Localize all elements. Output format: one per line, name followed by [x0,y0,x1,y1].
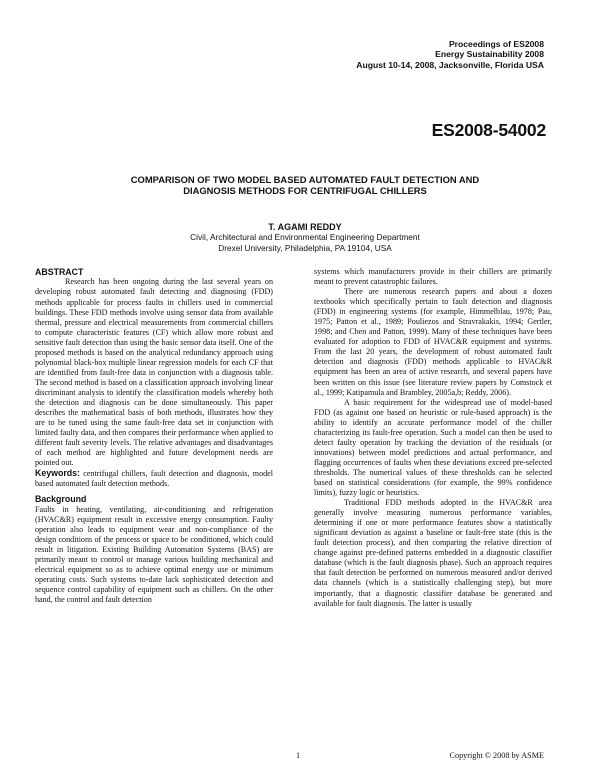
background-paragraph-1: Faults in heating, ventilating, air-conditioning and refrigeration (HVAC&R) equipment result in excessive energy consumption. Faulty operation also leads to equipment wear and non-compliance of the design conditions of the process or space to be conditioned, which could result in litigation. Existing Building Automation Systems (BAS) are primarily meant to control or manage various building mechanical and electrical equipment so as to achieve optimal energy use or minimum operating costs. Such systems to-date lack sophisticated detection and sequence control capability of equipment such as chillers. On the other hand, the control and fault detection [35,504,273,605]
title-line-1: COMPARISON OF TWO MODEL BASED AUTOMATED FAULT DETECTION AND [130,174,480,185]
right-column [314,267,552,609]
background-heading: Background [35,494,87,505]
page-number: 1 [296,751,301,760]
author-department: Civil, Architectural and Environmental Engineering Department [190,232,420,243]
right-paragraph-3: Traditional FDD methods adopted in the HVAC&R area generally involve measuring numerous performance variables, determining if one or more performance features show a statistically significant deviation as against a baseline or fault-free state (this is the fault detection process), and then comparing the relative direction of change against pre-defined patterns embedded in a diagnostic classifier database (which is the fault diagnosis phase). Such an approach requires that fault detection be performed on numerous measured and/or derived data channels (which is a statistically challenging step), but more importantly, that a diagnostic classifier database be generated and available for fault diagnosis. The latter is usually [314,498,552,608]
left-column [35,267,273,605]
keywords [35,468,273,489]
abstract-heading: ABSTRACT [35,267,84,277]
author-affiliation: Drexel University, Philadelphia, PA 19104, USA [218,242,392,253]
title-line-2: DIAGNOSIS METHODS FOR CENTRIFUGAL CHILLERS [183,185,427,197]
keywords-text: centrifugal chillers, fault detection and diagnosis, model based automated fault detection methods. [35,469,273,489]
proceedings-header [356,39,544,70]
author-block [100,222,510,253]
right-paragraph-2: A basic requirement for the widespread use of model-based FDD (as against one based on heuristic or rule-based approach) is the ability to identify an accurate performance model of the chiller characterizing its fault-free operation. Such a model can then be used to detect faulty operation by tracking the deviation of the residuals (or innovations) between model predictions and actual performance, and flagging occurrences of faults when these deviations exceed pre-selected thresholds. The numerical values of these thresholds can be selected based on statistical considerations (for example, the 99% confidence limits), fuzzy logic or heuristics. [314,397,552,498]
conference-dates-location: August 10-14, 2008, Jacksonville, Florida USA [356,59,544,70]
right-paragraph-1: There are numerous research papers and about a dozen textbooks which specifically pertain to fault detection and diagnosis (FDD) in engineering systems (for example, Himmelblau, 1978; Pau, 1975; Patton et al., 1989; Pouliezos and Stravrakakis, 1994; Gertler, 1998; and Chen and Patton, 1999). Many of these techniques have been evaluated for adoption to FDD of HVAC&R equipment and systems. From the last 20 years, the development of robust automated fault detection and diagnosis (FDD) methods applicable to HVAC&R equipment has been an area of active research, and several papers have been written on this issue (see literature review papers by Comstock et al., 1999; Katipamula and Brambley, 2005a,b; Reddy, 2006). [314,287,552,397]
proceedings-title: Proceedings of ES2008 [448,39,544,49]
copyright-notice: Copyright © 2008 by ASME [449,751,544,760]
author-name: T. AGAMI REDDY [268,222,342,232]
paper-title [100,174,510,196]
right-paragraph-0: systems which manufacturers provide in their chillers are primarily meant to prevent catastrophic failures. [314,267,552,287]
paper-id: ES2008-54002 [431,120,546,140]
conference-name: Energy Sustainability 2008 [435,49,544,60]
keywords-label: Keywords: [35,468,80,479]
abstract-text: Research has been ongoing during the last several years on developing robust automated fault detecting and diagnosing (FDD) methods applicable for process faults in chillers used in commercial buildings. These FDD methods involve using sensor data from available thermal, pressure and electrical measurements from commercial chillers to compute characteristic features (CF) which allow more robust and sensitive fault detection than using the basic sensor data itself. One of the proposed methods is based on the analytical redundancy approach using polynomial black-box multiple linear regression models for each CF that are identified from fault-free data in conjunction with a diagnosis table. The second method is based on a classification approach involving linear discriminant analysis to identify the classification models whereby both the detection and diagnosis can be done simultaneously. This paper describes the mathematical basis of both methods, illustrates how they are to be tuned using the same fault-free data set in conjunction with limited faulty data, and then compares their performance when applied to different fault severity levels. The relative advantages and disadvantages of each method are highlighted and future development needs are pointed out. [35,277,273,468]
